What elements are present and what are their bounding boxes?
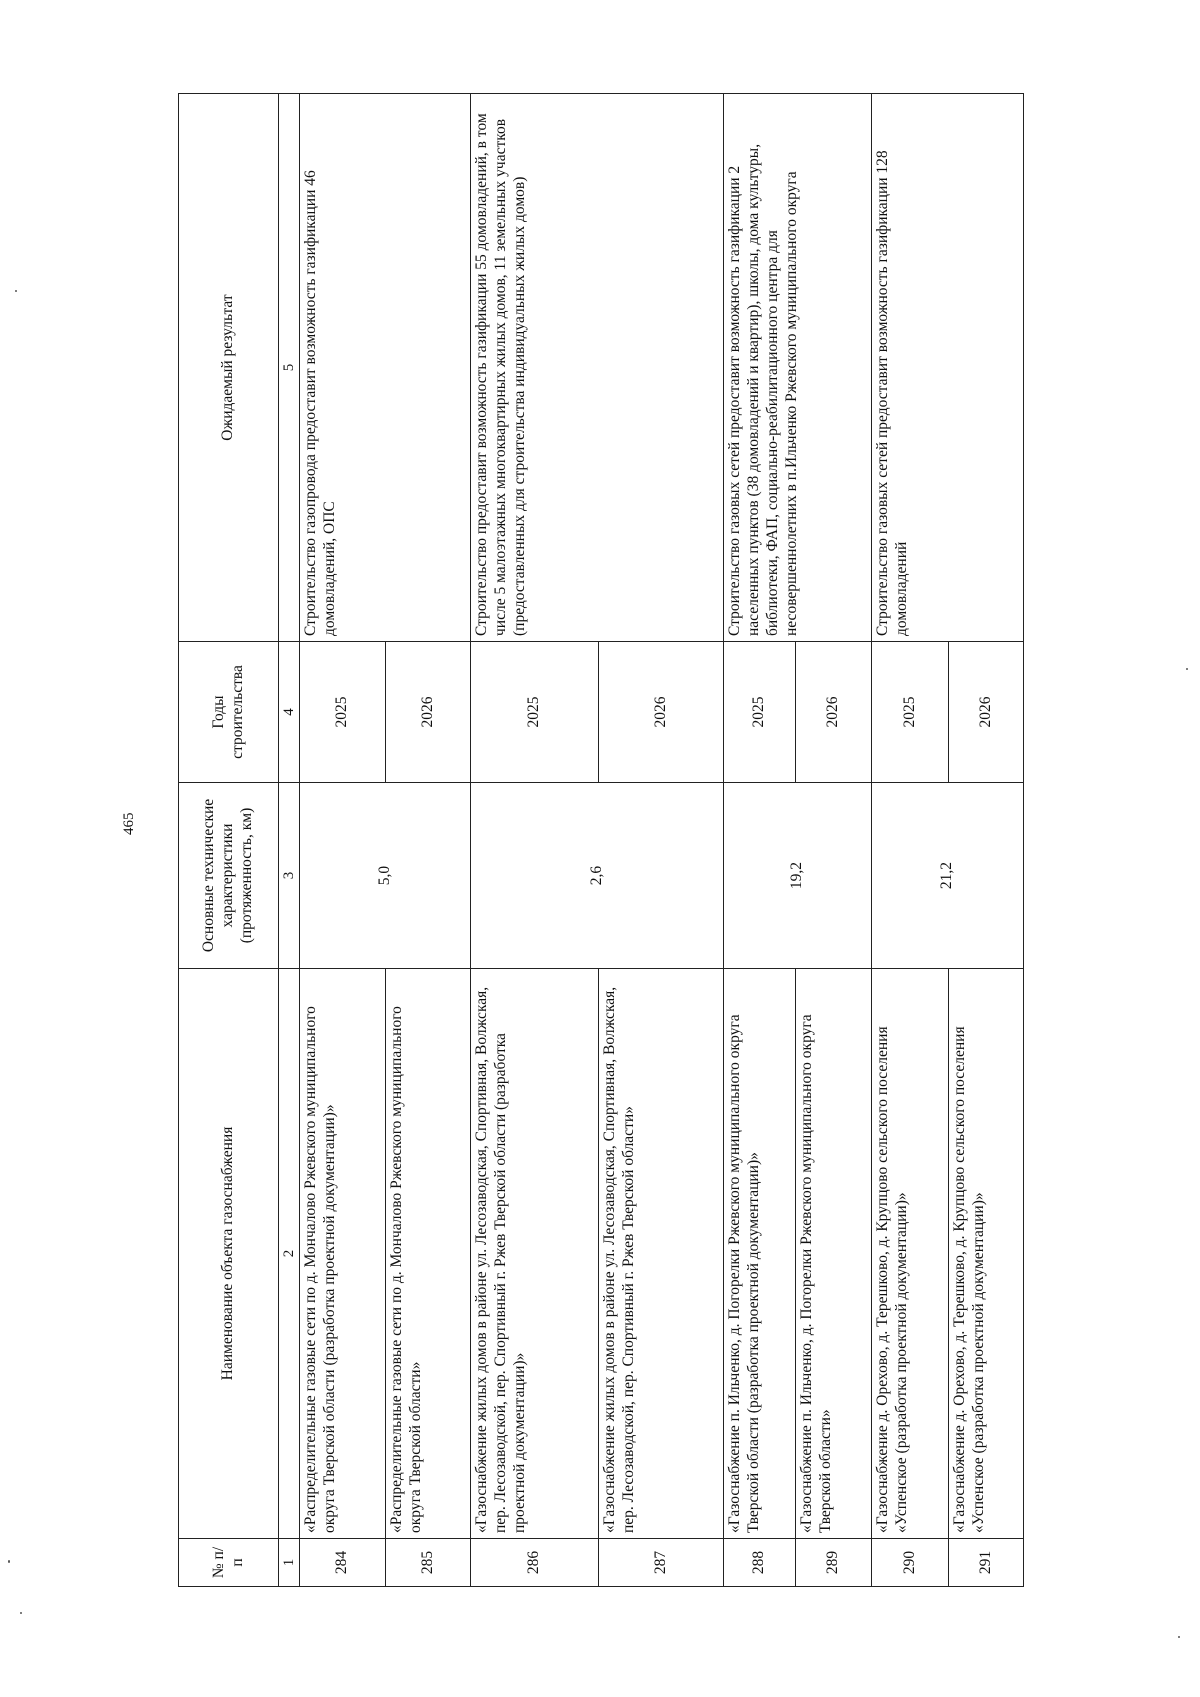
expected-result: Строительство предоставит возможность газификации 55 домовладений, в том числе 5 малоэтажных многоквартирных жилых домов, 11 земельных участков (предоставленных для строительства индивидуальных жилых домов) (471, 94, 724, 642)
header-row (179, 94, 279, 1587)
construction-year: 2026 (796, 642, 872, 783)
row-number: 288 (724, 1539, 796, 1587)
object-name: «Газоснабжение жилых домов в районе ул. Лесозаводская, Спортивная, Волжская, пер. Лесозаводской, пер. Спортивный г. Ржев Тверской области (разработка проектной документации)» (471, 969, 599, 1539)
column-number: 4 (279, 642, 300, 783)
header-years: Годы строительства (179, 642, 279, 783)
header-result: Ожидаемый результат (179, 94, 279, 642)
row-number: 284 (300, 1539, 386, 1587)
length-km: 21,2 (872, 783, 1024, 969)
table-row (872, 94, 949, 1587)
object-name: «Газоснабжение д. Орехово, д. Терешково, д. Крупцово сельского поселения «Успенское (разработка проектной документации)» (872, 969, 949, 1539)
header-number: № п/п (179, 1539, 279, 1587)
column-number-row (279, 94, 300, 1587)
row-number: 291 (949, 1539, 1024, 1587)
construction-year: 2025 (724, 642, 796, 783)
construction-year: 2026 (599, 642, 724, 783)
gas-supply-table (178, 93, 1024, 1587)
object-name: «Газоснабжение жилых домов в районе ул. Лесозаводская, Спортивная, Волжская, пер. Лесозаводской, пер. Спортивный г. Ржев Тверской области» (599, 969, 724, 1539)
row-number: 285 (386, 1539, 471, 1587)
expected-result: Строительство газопровода предоставит возможность газификации 46 домовладений, ОПС (300, 94, 471, 642)
object-name: «Газоснабжение п. Ильченко, д. Погорелки Ржевского муниципального округа Тверской области» (796, 969, 872, 1539)
row-number: 290 (872, 1539, 949, 1587)
object-name: «Газоснабжение п. Ильченко, д. Погорелки Ржевского муниципального округа Тверской области (разработка проектной документации)» (724, 969, 796, 1539)
length-km: 5,0 (300, 783, 471, 969)
page-number: 465 (121, 812, 137, 835)
expected-result: Строительство газовых сетей предоставит возможность газификации 2 населенных пунктов (38 домовладений и квартир), школы, дома культуры, библиотеки, ФАП, социально-реабилитационного центра для несовершеннолетних в п.Ильченко Ржевского муниципального округа (724, 94, 872, 642)
header-name: Наименование объекта газоснабжения (179, 969, 279, 1539)
row-number: 289 (796, 1539, 872, 1587)
column-number: 1 (279, 1539, 300, 1587)
row-number: 286 (471, 1539, 599, 1587)
construction-year: 2026 (949, 642, 1024, 783)
table-row (300, 94, 386, 1587)
length-km: 2,6 (471, 783, 724, 969)
table-row (724, 94, 796, 1587)
construction-year: 2025 (872, 642, 949, 783)
object-name: «Распределительные газовые сети по д. Мончалово Ржевского муниципального округа Тверской области» (386, 969, 471, 1539)
column-number: 5 (279, 94, 300, 642)
object-name: «Газоснабжение д. Орехово, д. Терешково, д. Крупцово сельского поселения «Успенское (разработка проектной документации)» (949, 969, 1024, 1539)
header-length: Основные технические характеристики (протяженность, км) (179, 783, 279, 969)
column-number: 3 (279, 783, 300, 969)
object-name: «Распределительные газовые сети по д. Мончалово Ржевского муниципального округа Тверской области (разработка проектной документации)» (300, 969, 386, 1539)
construction-year: 2025 (471, 642, 599, 783)
length-km: 19,2 (724, 783, 872, 969)
row-number: 287 (599, 1539, 724, 1587)
column-number: 2 (279, 969, 300, 1539)
expected-result: Строительство газовых сетей предоставит возможность газификации 128 домовладений (872, 94, 1024, 642)
rotated-landscape-page (178, 94, 1023, 1587)
construction-year: 2026 (386, 642, 471, 783)
table-row (471, 94, 599, 1587)
construction-year: 2025 (300, 642, 386, 783)
